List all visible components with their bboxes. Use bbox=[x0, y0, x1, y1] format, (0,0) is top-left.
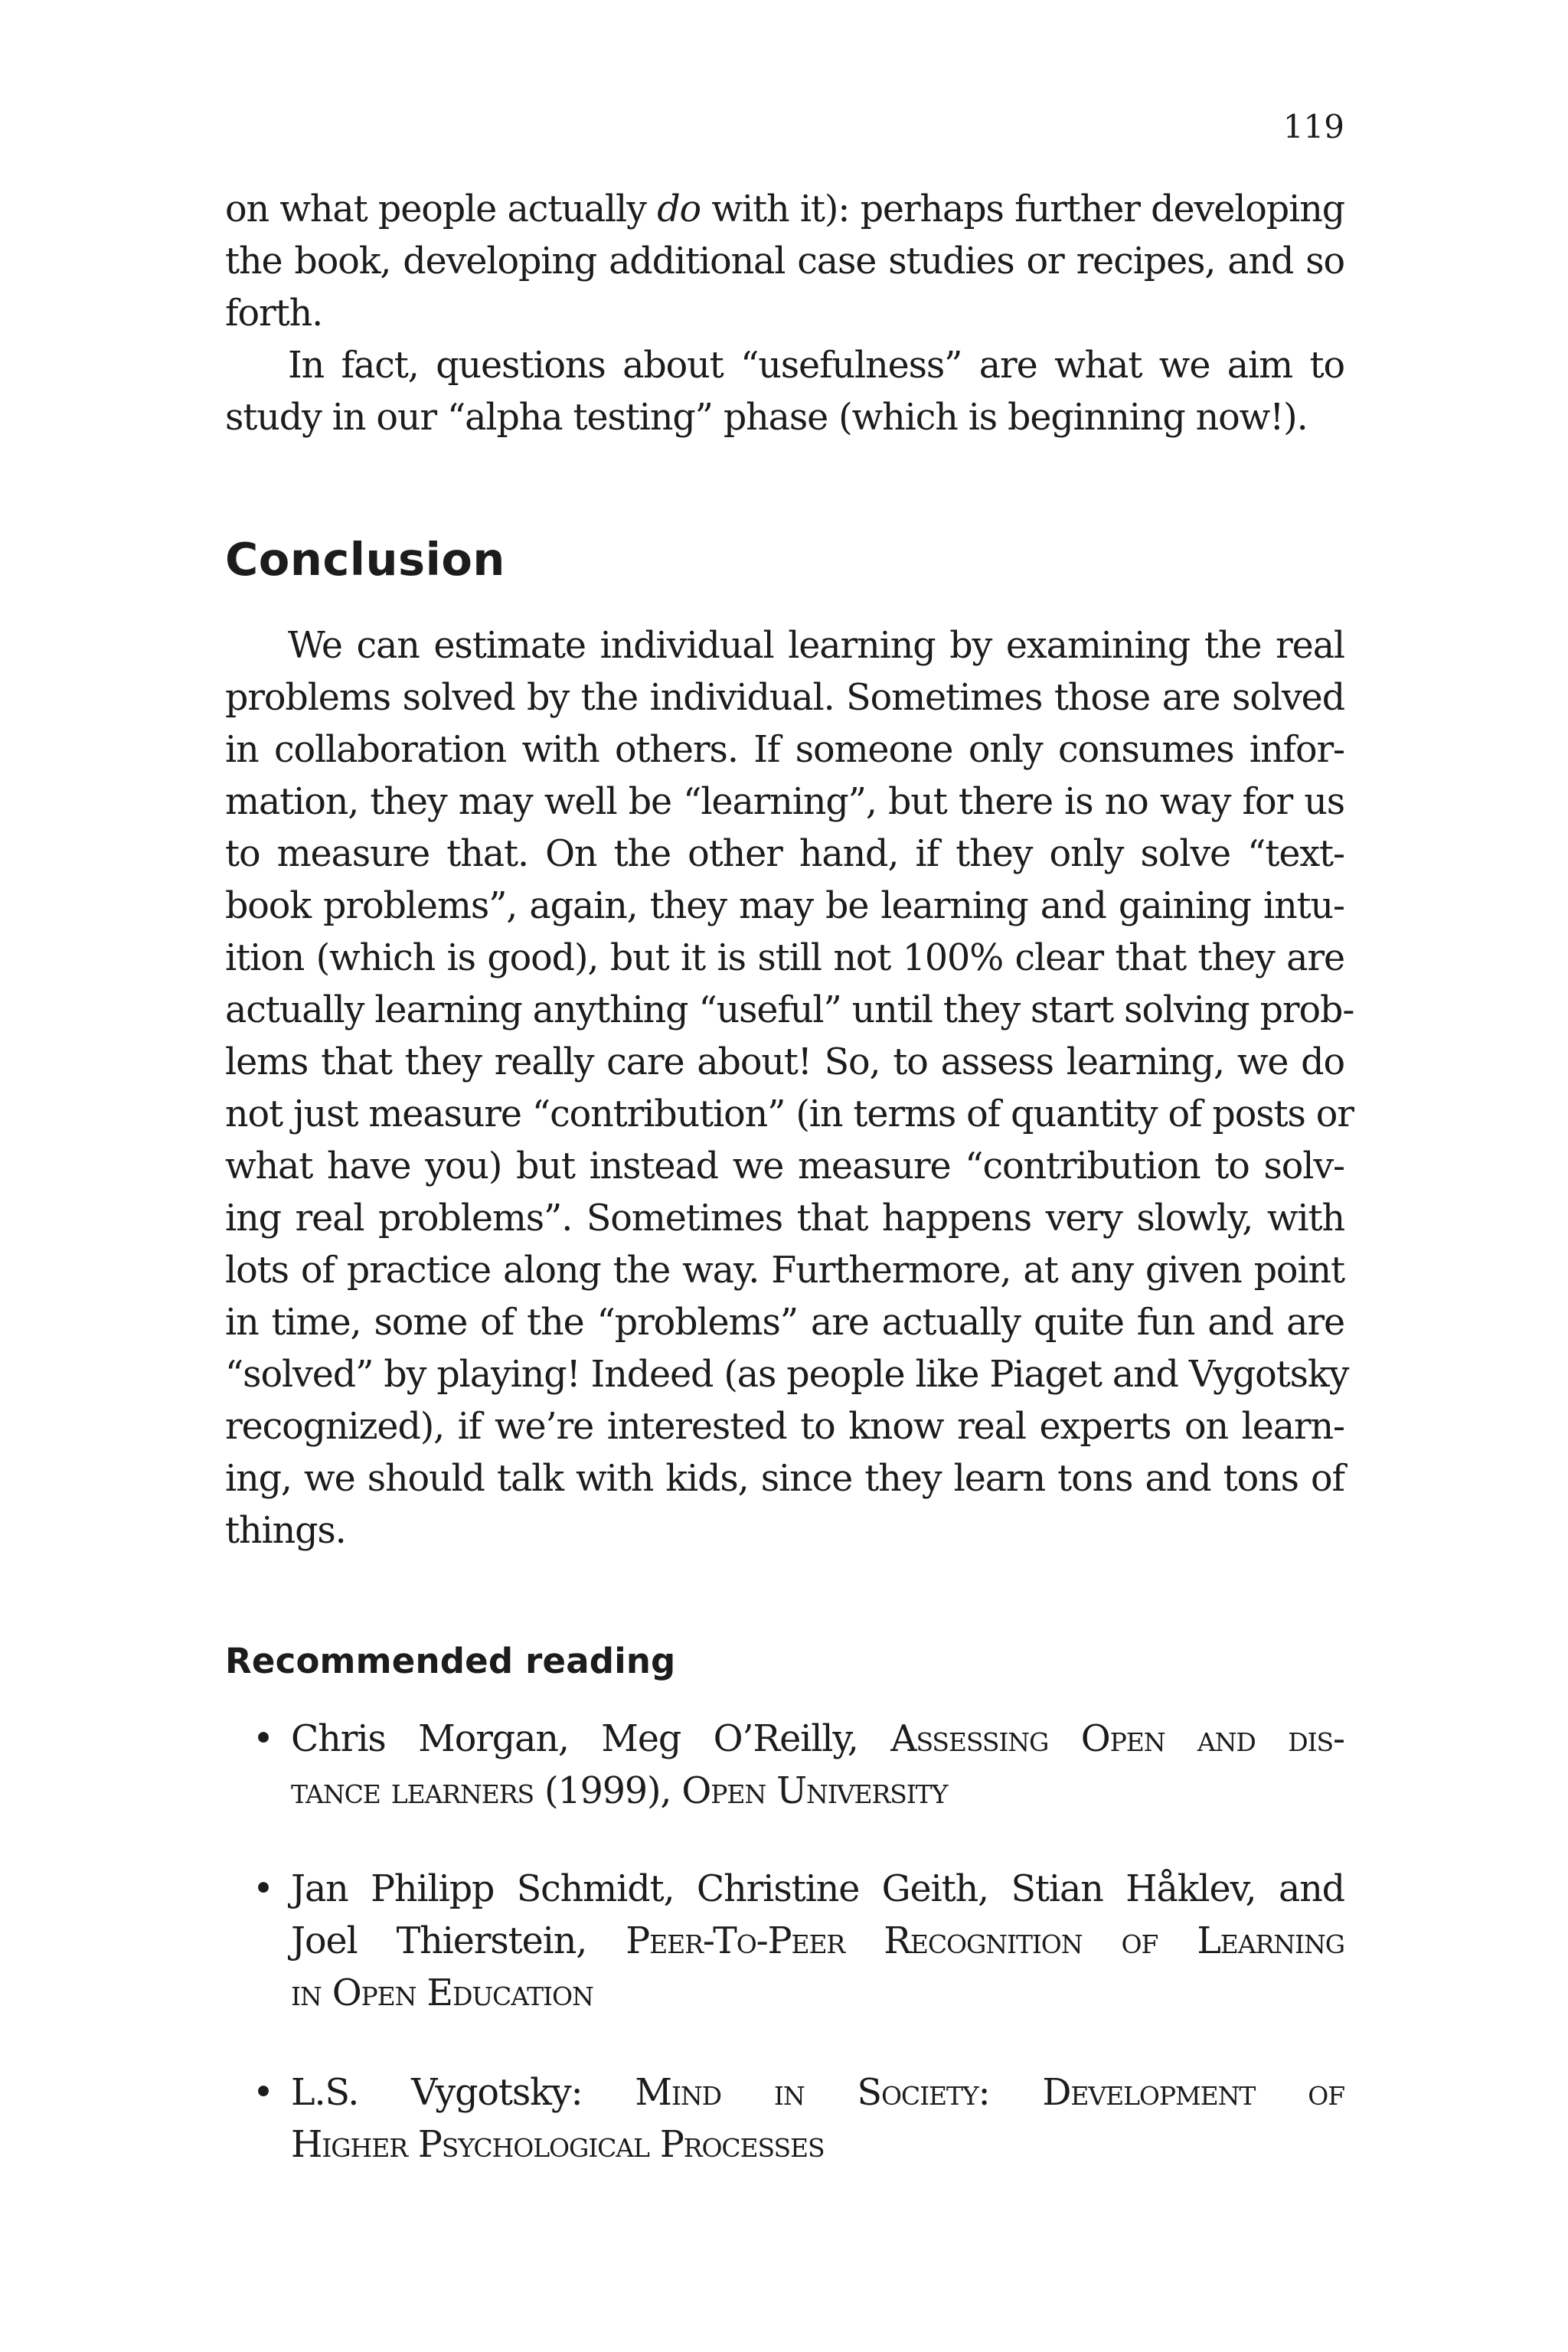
title-text: Higher Psychological Processes bbox=[291, 2124, 825, 2166]
author-text: Chris Morgan, Meg O’Reilly, bbox=[291, 1718, 891, 1760]
reading-item bbox=[253, 1864, 1345, 2020]
text-line: In fact, questions about “usefulness” are what we aim to bbox=[288, 345, 1344, 387]
text-line: We can estimate individual learning by examining the real bbox=[288, 625, 1344, 667]
text-line bbox=[291, 2067, 1344, 2119]
year-text: (1999), bbox=[534, 1770, 682, 1812]
text-span: with it): perhaps further developing bbox=[701, 188, 1344, 230]
intro-text bbox=[225, 184, 1344, 444]
author-text: L.S. Vygotsky: bbox=[291, 2072, 635, 2114]
title-text: in Open Education bbox=[291, 1972, 593, 2014]
text-line: mation, they may well be “learning”, but there is no way for us bbox=[225, 781, 1344, 823]
text-line: “solved” by playing! Indeed (as people like Piaget and Vygotsky bbox=[225, 1354, 1349, 1396]
page-number: 119 bbox=[1282, 108, 1344, 145]
emphasis-text: do bbox=[657, 188, 701, 230]
reading-item bbox=[253, 2067, 1344, 2171]
title-text: Assessing Open and dis- bbox=[890, 1718, 1344, 1760]
publisher-text: Open University bbox=[681, 1770, 948, 1812]
reading-item bbox=[253, 1713, 1344, 1818]
bullet-icon: • bbox=[253, 1718, 273, 1760]
text-line bbox=[225, 184, 1344, 236]
conclusion-paragraph bbox=[225, 620, 1354, 1557]
text-line: things. bbox=[225, 1510, 346, 1552]
text-line: actually learning anything “useful” until they start solving prob- bbox=[225, 989, 1354, 1031]
text-line: book problems”, again, they may be learning and gaining intu- bbox=[225, 885, 1344, 927]
bullet-icon: • bbox=[253, 1868, 273, 1910]
text-span: on what people actually bbox=[225, 188, 658, 230]
text-line: problems solved by the individual. Sometimes those are solved bbox=[225, 677, 1344, 719]
text-line bbox=[291, 1713, 1344, 1766]
bullet-icon: • bbox=[253, 2072, 273, 2114]
text-line: lems that they really care about! So, to assess learning, we do bbox=[225, 1041, 1344, 1083]
text-line: forth. bbox=[225, 292, 323, 335]
title-text: Peer-To-Peer Recognition of Learning bbox=[626, 1920, 1345, 1962]
text-line: lots of practice along the way. Furthermore, at any given point bbox=[225, 1250, 1344, 1292]
author-text: Joel Thierstein, bbox=[291, 1920, 626, 1962]
text-line: in collaboration with others. If someone only consumes infor- bbox=[225, 729, 1344, 771]
text-line: in time, some of the “problems” are actually quite fun and are bbox=[225, 1302, 1344, 1344]
text-line: ition (which is good), but it is still not 100% clear that they are bbox=[225, 937, 1344, 979]
text-line: recognized), if we’re interested to know real experts on learn- bbox=[225, 1406, 1344, 1448]
conclusion-heading: Conclusion bbox=[225, 533, 505, 586]
text-line: what have you) but instead we measure “contribution to solv- bbox=[225, 1145, 1344, 1187]
text-line: to measure that. On the other hand, if they only solve “text- bbox=[225, 833, 1344, 875]
text-line: not just measure “contribution” (in terms of quantity of posts or bbox=[225, 1093, 1354, 1135]
recommended-reading-heading: Recommended reading bbox=[225, 1641, 676, 1681]
text-line bbox=[291, 1766, 1344, 1818]
text-line: Jan Philipp Schmidt, Christine Geith, Stian Håklev, and bbox=[291, 1868, 1344, 1910]
text-line bbox=[291, 1916, 1344, 1968]
text-line bbox=[291, 2119, 1344, 2171]
text-line: ing, we should talk with kids, since they learn tons and tons of bbox=[225, 1458, 1344, 1500]
text-line: the book, developing additional case studies or recipes, and so bbox=[225, 240, 1344, 283]
text-line: study in our “alpha testing” phase (which is beginning now!). bbox=[225, 397, 1308, 439]
title-text: Mind in Society: Development of bbox=[635, 2072, 1344, 2114]
text-line bbox=[291, 1968, 1344, 2020]
text-line: ing real problems”. Sometimes that happens very slowly, with bbox=[225, 1197, 1344, 1240]
title-text: tance learners bbox=[291, 1770, 534, 1812]
